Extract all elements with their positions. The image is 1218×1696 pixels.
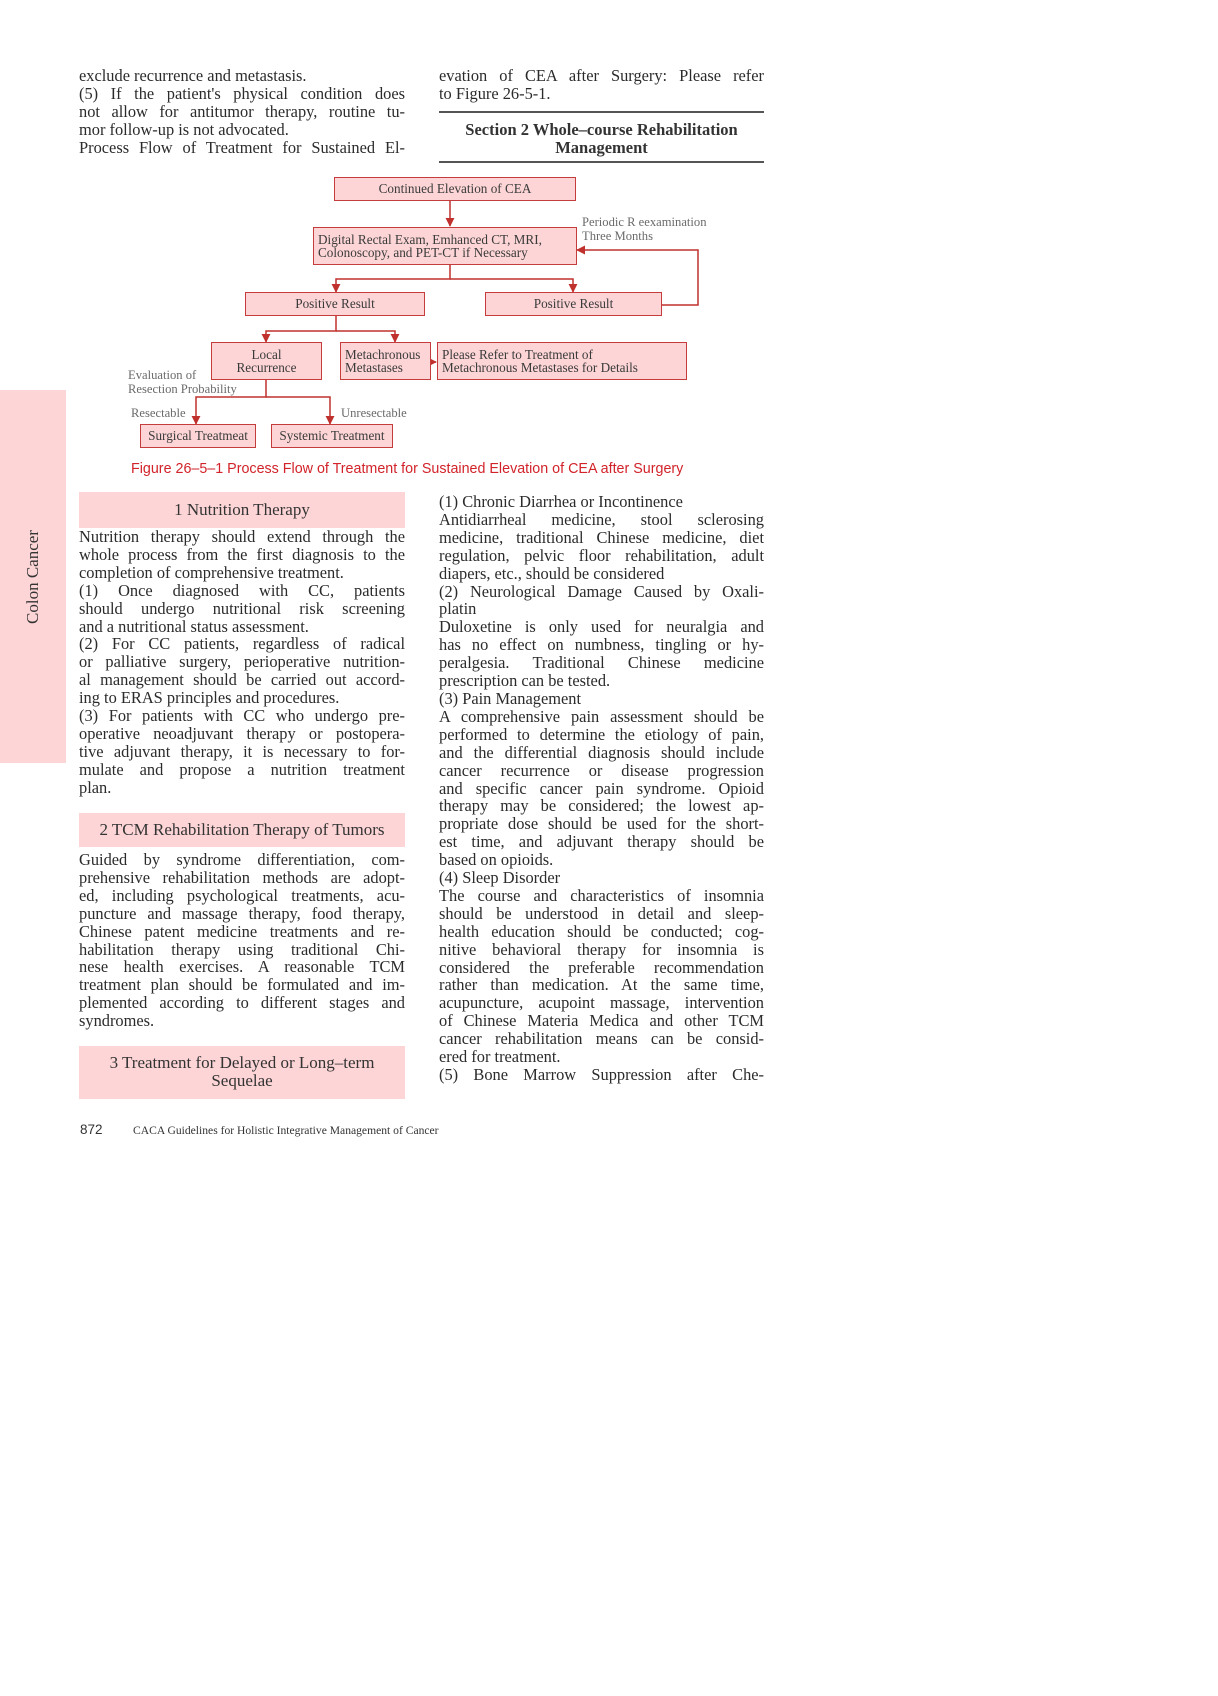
text-line: prescription can be tested. [439, 671, 611, 691]
text-line: (3) For patients with CC who undergo pre- [79, 706, 405, 726]
heading-line: 3 Treatment for Delayed or Long–term [109, 1053, 375, 1072]
text-line: The course and characteristics of insomnia [439, 885, 764, 905]
text-line: completion of comprehensive treatment. [79, 562, 344, 582]
node-continued-elevation [334, 177, 576, 201]
text-line: prehensive rehabilitation methods are adopt- [79, 867, 405, 887]
label-line: Evaluation of [128, 368, 197, 382]
text-line: treatment plan should be formulated and im- [79, 975, 405, 995]
text-line: est time, and adjuvant therapy should be [439, 832, 764, 852]
figure-caption: Figure 26–5–1 Process Flow of Treatment for Sustained Elevation of CEA after Surgery [131, 461, 684, 477]
text-line: therapy may be considered; the lowest ap- [439, 796, 764, 816]
connector-exam-split [336, 264, 450, 292]
text-line: and a nutritional status assessment. [79, 616, 309, 636]
text-line: Chinese patent medicine treatments and re- [79, 921, 405, 941]
node-positive-result-right [485, 292, 662, 316]
text-line: puncture and massage therapy, food therapy, [79, 903, 405, 923]
heading-line: Sequelae [211, 1071, 273, 1090]
text-line: has no effect on numbness, tingling or hy- [439, 635, 764, 655]
label-evaluation-resection [128, 369, 237, 396]
text-line: platin [439, 599, 477, 619]
node-label: Metachronous [345, 346, 421, 362]
node-examinations [313, 227, 577, 265]
text-line: tive adjuvant therapy, it is necessary to for- [79, 741, 405, 761]
node-label: Metastases [345, 360, 403, 375]
text-line: of Chinese Materia Medica and other TCM [439, 1011, 764, 1031]
text-line: ed, including psychological treatments, acu- [79, 885, 405, 905]
text-line: diapers, etc., should be considered [439, 563, 665, 583]
section-title [439, 111, 764, 163]
text-line: (2) Neurological Damage Caused by Oxali- [439, 581, 764, 601]
label-periodic-reexamination [582, 216, 707, 243]
text-line: based on opioids. [439, 850, 554, 870]
text-line: habilitation therapy using traditional Chi- [79, 939, 405, 959]
right-top-text [439, 67, 764, 103]
tcm-rehabilitation-text [79, 851, 405, 1030]
label-unresectable: Unresectable [341, 406, 407, 420]
text-line: not allow for antitumor therapy, routine tu- [79, 101, 405, 121]
text-line: mor follow-up is not advocated. [79, 119, 289, 139]
chapter-side-tab [0, 390, 66, 763]
node-label: Recurrence [236, 360, 297, 375]
text-line: (1) Once diagnosed with CC, patients [79, 580, 405, 600]
heading-nutrition-therapy: 1 Nutrition Therapy [79, 492, 405, 528]
text-line: cancer rehabilitation means can be consid- [439, 1029, 764, 1049]
left-top-text [79, 67, 405, 157]
text-line: exclude recurrence and metastasis. [79, 66, 307, 85]
text-line: A comprehensive pain assessment should be [439, 706, 764, 726]
chapter-side-tab-label: Colon Cancer [23, 529, 42, 624]
text-line: cancer recurrence or disease progression [439, 760, 764, 780]
text-line: (3) Pain Management [439, 688, 582, 708]
text-line: evation of CEA after Surgery: Please refer [439, 66, 764, 85]
running-footer-title: CACA Guidelines for Holistic Integrative Management of Cancer [133, 1124, 439, 1137]
nutrition-therapy-text [79, 528, 405, 797]
section-title-line: Management [555, 138, 648, 157]
node-refer-treatment [437, 342, 687, 380]
node-positive-result-left [245, 292, 425, 316]
sequelae-treatment-text [439, 493, 764, 1084]
text-line: considered the preferable recommendation [439, 957, 764, 977]
text-line: operative neoadjuvant therapy or postopera- [79, 723, 405, 743]
text-line: whole process from the first diagnosis to the [79, 544, 405, 564]
text-line: ing to ERAS principles and procedures. [79, 688, 340, 708]
node-label: Digital Rectal Exam, Emhanced CT, MRI, [318, 231, 542, 247]
text-line: Guided by syndrome differentiation, com- [79, 850, 405, 869]
text-line: al management should be carried out accord- [79, 670, 405, 690]
node-label: Please Refer to Treatment of [442, 346, 593, 362]
text-line: nitive behavioral therapy for insomnia is [439, 939, 764, 959]
text-line: plemented according to different stages and [79, 993, 405, 1013]
label-line: Periodic R eexamination [582, 215, 707, 229]
label-line: Resection Probability [128, 381, 237, 396]
text-line: Nutrition therapy should extend through the [79, 527, 405, 546]
text-line: propriate dose should be used for the short- [439, 814, 764, 834]
node-label: Metachronous Metastases for Details [442, 360, 638, 375]
text-line: (5) Bone Marrow Suppression after Che- [439, 1065, 764, 1084]
text-line: mulate and propose a nutrition treatment [79, 759, 405, 779]
text-line: peralgesia. Traditional Chinese medicine [439, 653, 764, 673]
connector-positive-to-meta [336, 331, 395, 342]
node-label: Colonoscopy, and PET-CT if Necessary [318, 245, 528, 260]
text-line: plan. [79, 777, 112, 797]
text-line: should be understood in detail and sleep- [439, 903, 764, 923]
text-line: rather than medication. At the same time, [439, 975, 764, 995]
node-surgical-treatment [140, 424, 256, 448]
text-line: acupuncture, acupoint massage, intervention [439, 993, 764, 1013]
connector-positive-to-local [266, 316, 336, 342]
heading-tcm-rehabilitation: 2 TCM Rehabilitation Therapy of Tumors [79, 813, 405, 847]
text-line: ered for treatment. [439, 1047, 561, 1067]
node-label: Positive Result [533, 296, 614, 312]
page-number: 872 [80, 1122, 103, 1137]
text-line: Process Flow of Treatment for Sustained El- [79, 137, 405, 157]
node-label: Local [251, 346, 282, 362]
heading-delayed-sequelae [79, 1046, 405, 1099]
text-line: and the differential diagnosis should include [439, 742, 764, 762]
text-line: nese health exercises. A reasonable TCM [79, 957, 405, 977]
text-line: syndromes. [79, 1011, 155, 1031]
node-label: Systemic Treatment [279, 428, 385, 444]
text-line: to Figure 26-5-1. [439, 83, 551, 103]
label-line: Three Months [582, 228, 653, 243]
node-label: Continued Elevation of CEA [378, 181, 532, 197]
text-line: medicine, traditional Chinese medicine, diet [439, 527, 764, 547]
node-label: Positive Result [295, 296, 375, 312]
text-line: or palliative surgery, perioperative nutrition- [79, 652, 405, 672]
text-line: (1) Chronic Diarrhea or Incontinence [439, 492, 683, 511]
connector-exam-to-positive-right [450, 279, 573, 292]
section-title-line: Section 2 Whole–course Rehabilitation [465, 120, 738, 139]
text-line: regulation, pelvic floor rehabilitation, adult [439, 545, 764, 565]
connector-local-to-systemic [266, 397, 330, 424]
text-line: should undergo nutritional risk screening [79, 598, 405, 618]
text-line: (2) For CC patients, regardless of radical [79, 634, 405, 654]
text-line: health education should be conducted; cog- [439, 921, 764, 941]
text-line: Antidiarrheal medicine, stool sclerosing [439, 509, 764, 529]
text-line: (5) If the patient's physical condition does [79, 83, 405, 103]
node-systemic-treatment [271, 424, 393, 448]
text-line: and specific cancer pain syndrome. Opioid [439, 778, 764, 798]
label-resectable: Resectable [131, 406, 186, 420]
text-line: performed to determine the etiology of pain, [439, 724, 764, 744]
text-line: Duloxetine is only used for neuralgia and [439, 617, 764, 637]
text-line: (4) Sleep Disorder [439, 868, 561, 888]
node-metachronous-metastases [340, 342, 431, 380]
node-label: Surgical Treatmeat [148, 428, 248, 444]
